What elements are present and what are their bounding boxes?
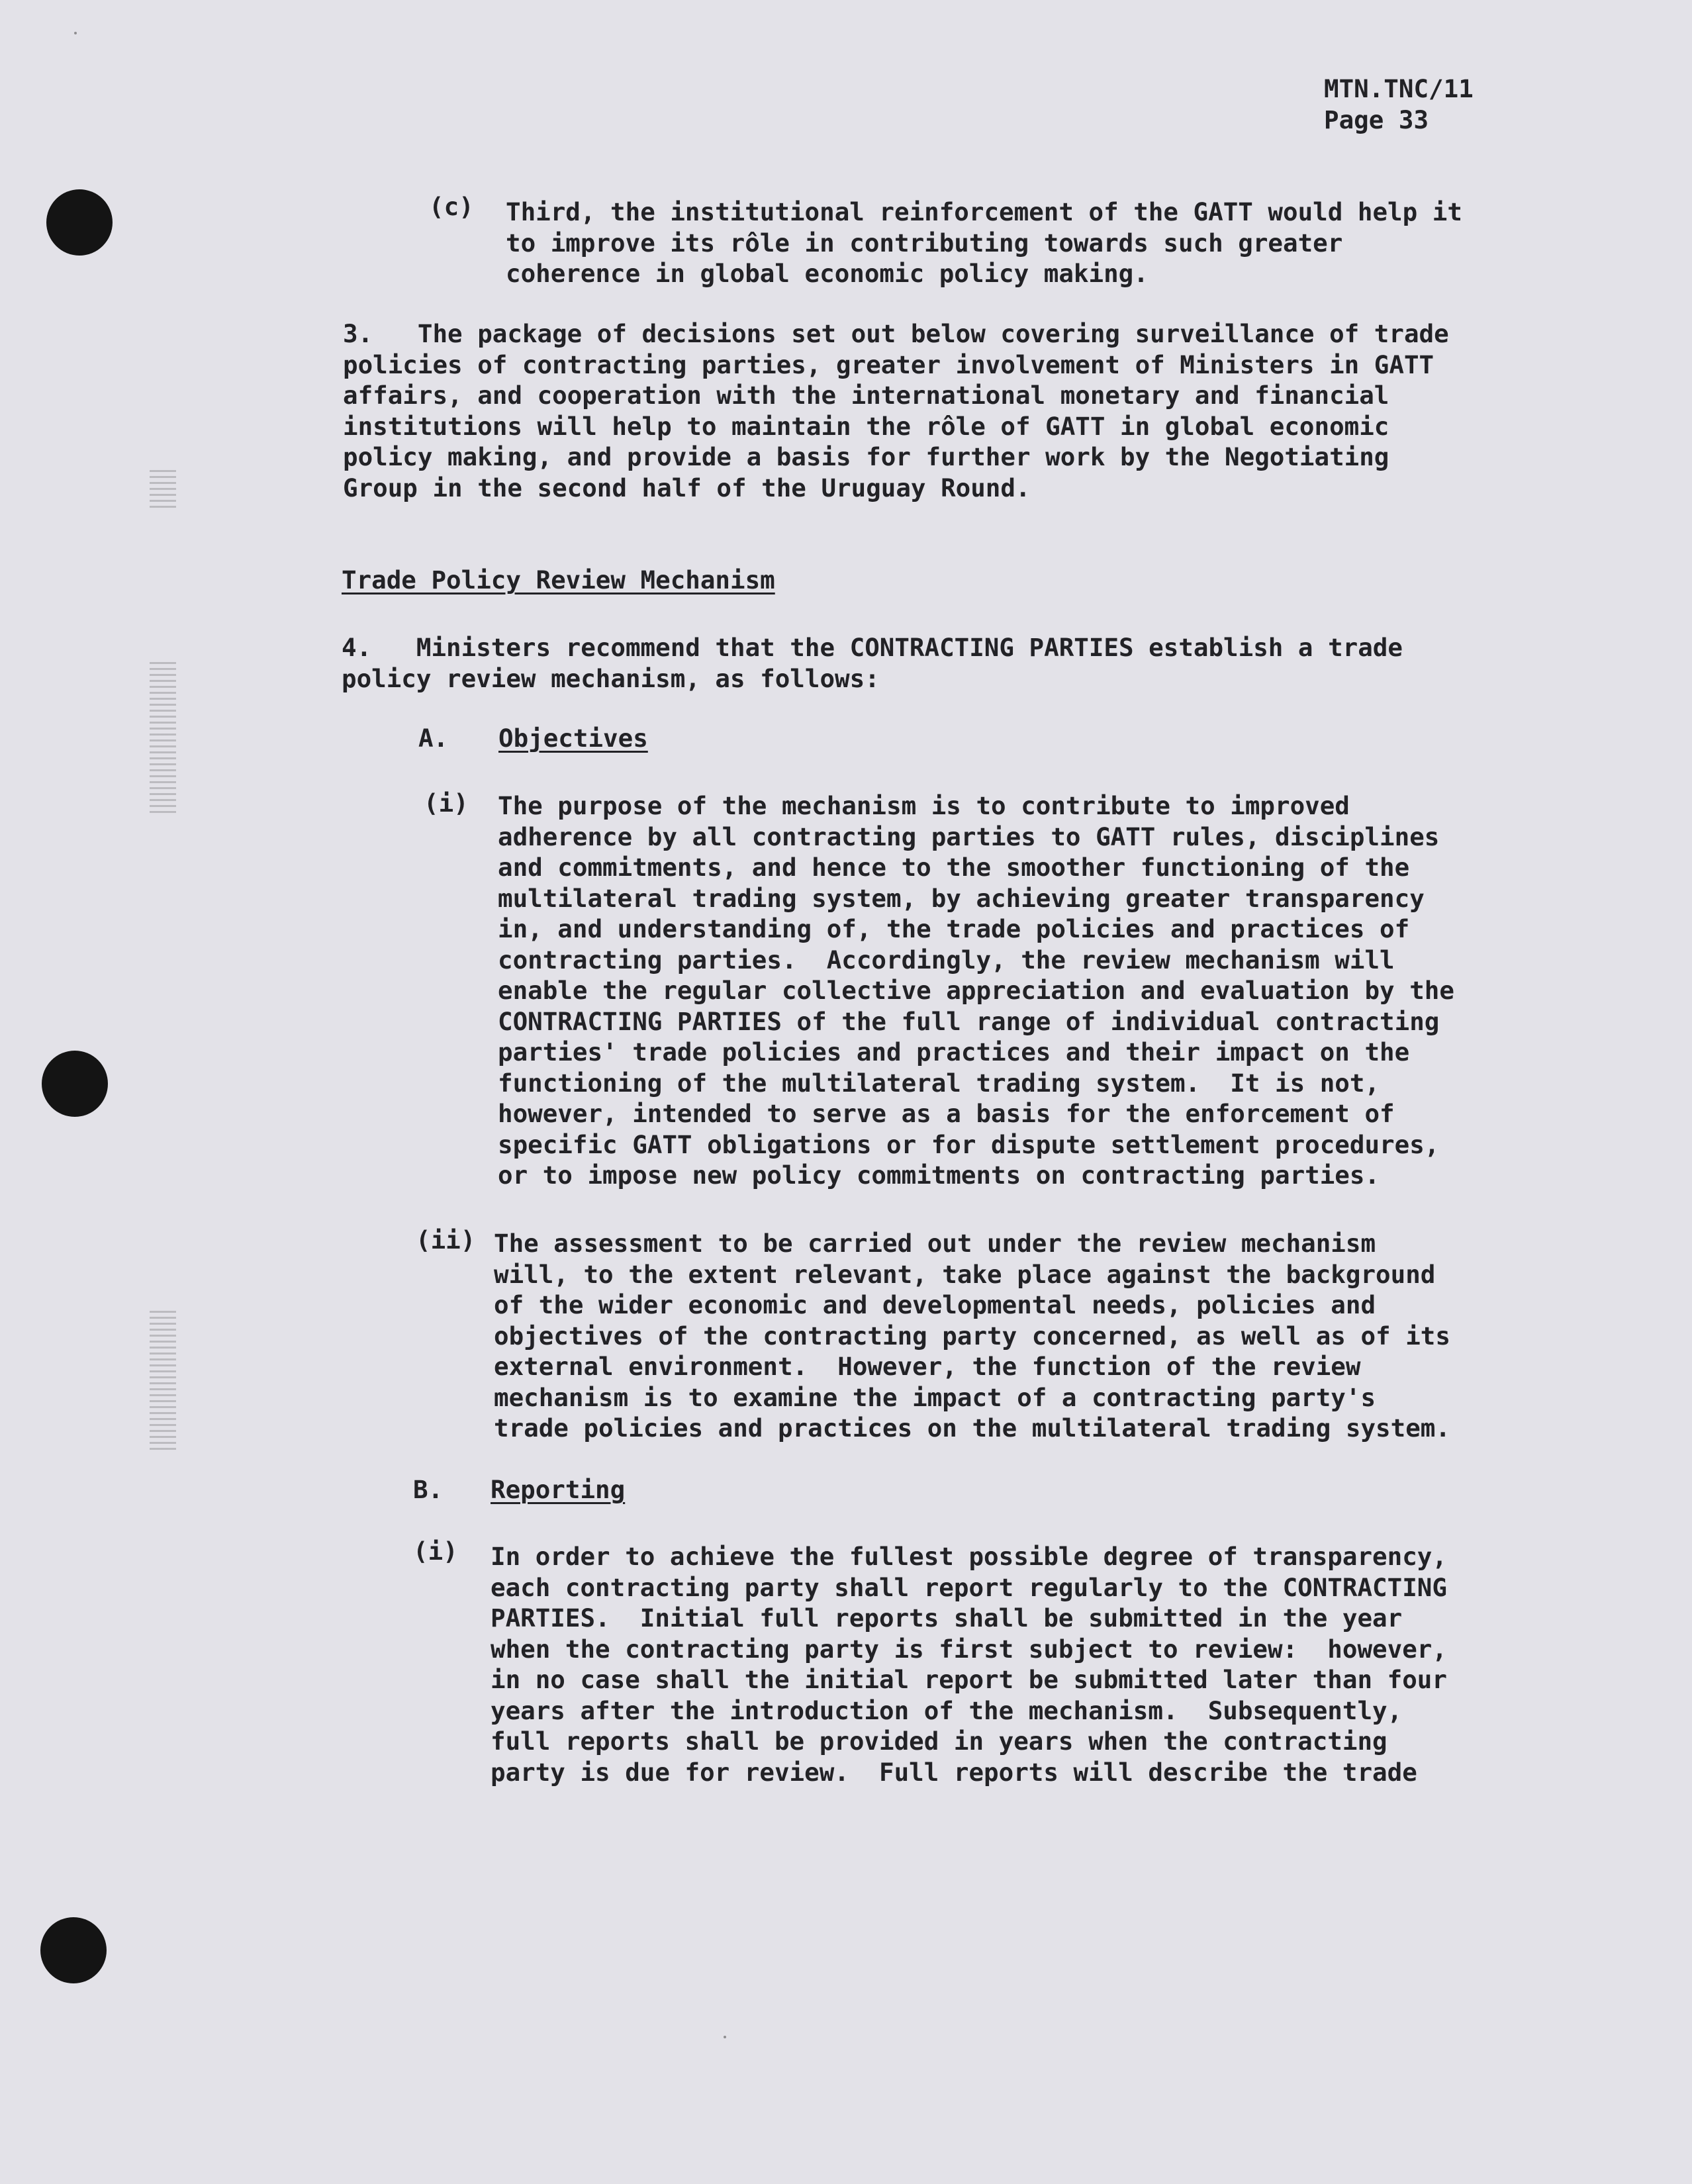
text-line: 4. Ministers recommend that the CONTRACTING PARTIES establish a trade — [342, 633, 1403, 662]
scan-speck — [74, 32, 77, 34]
text-line: however, intended to serve as a basis for the enforcement of — [498, 1099, 1395, 1128]
text-line: will, to the extent relevant, take place against the background — [494, 1259, 1436, 1289]
scan-edge-artifact — [150, 1311, 176, 1450]
text-line: and commitments, and hence to the smoother functioning of the — [498, 853, 1410, 882]
text-line: objectives of the contracting party concerned, as well as of its — [494, 1321, 1450, 1351]
item-b-i-text — [491, 1541, 1447, 1787]
text-line: 3. The package of decisions set out below covering surveillance of trade — [343, 319, 1449, 348]
text-line: The assessment to be carried out under the review mechanism — [494, 1229, 1376, 1258]
text-line: external environment. However, the function of the review — [494, 1352, 1361, 1381]
text-line: of the wider economic and developmental needs, policies and — [494, 1290, 1376, 1319]
scan-speck — [724, 2036, 726, 2038]
item-a-ii-text — [494, 1228, 1450, 1444]
para-c-label: (c) — [429, 192, 474, 221]
text-line: mechanism is to examine the impact of a contracting party's — [494, 1382, 1376, 1412]
text-line: policies of contracting parties, greater involvement of Ministers in GATT — [343, 350, 1434, 379]
text-line: CONTRACTING PARTIES of the full range of individual contracting — [498, 1006, 1440, 1036]
section-a-title: Objectives — [498, 724, 648, 753]
text-line: contracting parties. Accordingly, the review mechanism will — [498, 945, 1395, 974]
document-number: MTN.TNC/11 — [1324, 74, 1474, 103]
scan-edge-artifact — [150, 470, 176, 510]
text-line: years after the introduction of the mechanism. Subsequently, — [491, 1695, 1403, 1725]
text-line: or to impose new policy commitments on contracting parties. — [498, 1161, 1380, 1190]
text-line: party is due for review. Full reports will describe the trade — [491, 1757, 1417, 1787]
text-line: trade policies and practices on the multilateral trading system. — [494, 1413, 1450, 1443]
paragraph-3 — [343, 318, 1449, 503]
punch-hole-bottom — [40, 1917, 107, 1983]
item-a-i-label: (i) — [424, 788, 469, 818]
text-line: The purpose of the mechanism is to contribute to improved — [498, 791, 1350, 820]
text-line: coherence in global economic policy making. — [506, 259, 1149, 288]
text-line: to improve its rôle in contributing towards such greater — [506, 228, 1343, 258]
text-line: enable the regular collective appreciation and evaluation by the — [498, 976, 1454, 1005]
section-heading: Trade Policy Review Mechanism — [342, 565, 775, 594]
text-line: adherence by all contracting parties to GATT rules, disciplines — [498, 822, 1440, 851]
text-line: in, and understanding of, the trade policies and practices of — [498, 914, 1410, 943]
text-line: policy making, and provide a basis for further work by the Negotiating — [343, 442, 1389, 471]
section-b-letter: B. — [413, 1475, 444, 1504]
item-a-ii-label: (ii) — [416, 1225, 476, 1255]
text-line: specific GATT obligations or for dispute settlement procedures, — [498, 1129, 1440, 1159]
section-b-title: Reporting — [491, 1475, 626, 1504]
text-line: PARTIES. Initial full reports shall be submitted in the year — [491, 1603, 1403, 1633]
text-line: Group in the second half of the Uruguay Round. — [343, 473, 1031, 502]
scan-edge-artifact — [150, 662, 176, 814]
text-line: when the contracting party is first subject to review: however, — [491, 1634, 1447, 1664]
text-line: each contracting party shall report regularly to the CONTRACTING — [491, 1572, 1447, 1602]
punch-hole-top — [46, 189, 113, 256]
text-line: full reports shall be provided in years when the contracting — [491, 1727, 1387, 1756]
para-c-text — [506, 197, 1462, 289]
text-line: institutions will help to maintain the rôle of GATT in global economic — [343, 411, 1389, 441]
text-line: Third, the institutional reinforcement of the GATT would help it — [506, 197, 1462, 226]
text-line: parties' trade policies and practices and their impact on the — [498, 1037, 1410, 1067]
paragraph-4 — [342, 632, 1403, 694]
text-line: in no case shall the initial report be submitted later than four — [491, 1665, 1447, 1694]
text-line: multilateral trading system, by achieving greater transparency — [498, 883, 1425, 913]
text-line: functioning of the multilateral trading system. It is not, — [498, 1068, 1380, 1098]
text-line: policy review mechanism, as follows: — [342, 663, 880, 693]
punch-hole-middle — [42, 1051, 108, 1117]
document-header — [1324, 73, 1474, 136]
page-number: Page 33 — [1324, 105, 1429, 134]
section-a-letter: A. — [418, 724, 449, 753]
text-line: In order to achieve the fullest possible degree of transparency, — [491, 1542, 1447, 1571]
item-a-i-text — [498, 790, 1454, 1191]
item-b-i-label: (i) — [413, 1537, 458, 1566]
text-line: affairs, and cooperation with the international monetary and financial — [343, 381, 1389, 410]
